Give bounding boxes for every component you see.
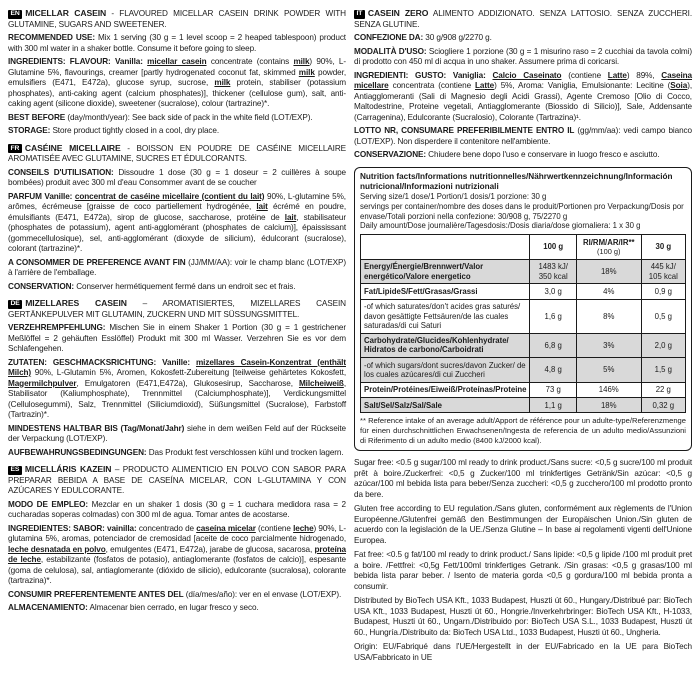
section-it-intro: ALIMENTO ADDIZIONATO. SENZA LATTOSIO. SENZA ZUCCHERI. SENZA GLUTINE. [354,9,692,29]
es-usage: MODO DE EMPLEO: Mezclar en un shaker 1 dosis (30 g = 1 cuchara medidora rasa = 2 cucharadas soperas colmadas) con 300 ml de agua. Tomar antes de acostarse. [8,499,346,519]
es-storage: ALMACENAMIENTO: Almacenar bien cerrado, en lugar fresco y seco. [8,603,259,612]
section-en-title: MICELLAR CASEIN [25,8,107,18]
row-carbohydrate: Carbohydrate/Glucides/Kohlenhydrate/ Hidratos de carbono/Carboidrati 6,8 g 3% 2,0 g [361,333,686,358]
nutrition-footnote: ** Reference intake of an average adult/Apport de référence pour un adulte-type/Referenzmenge für einen durchschnittlichen Erwachsenen/Ingesta de referencia de un adulto medio/Assunzioni di Riferimento di un adulto medio (8400 kJ/2000 kcal). [360,416,686,445]
header-100g: 100 g [530,235,576,260]
header-ri: RI/RM/AR/IR** (100 g) [576,235,641,260]
row-saturates: -of which saturates/don't acides gras saturés/ davon gesättigte Fettsäuren/de las cuales saturadas/di cui Saturi 1,6 g 8% 0,5 g [361,299,686,333]
section-de-title: MIZELLARES CASEIN [25,298,127,308]
section-es [8,464,346,614]
fr-usage: CONSEILS D'UTILISATION: Dissoudre 1 dose (30 g = 1 doseur = 2 cuillères à soupe bombées) produit avec 300 ml d'eau Consommer avant de se coucher [8,167,347,187]
section-en [8,8,346,137]
en-storage: STORAGE: Store product tightly closed in a cool, dry place. [8,126,220,135]
en-recommended-use: RECOMMENDED USE: Mix 1 serving (30 g = 1 level scoop = 2 heaped tablespoon) product with 300 ml water in a shaker bottle. Consume it before going to sleep. [8,33,346,53]
it-pack-size: CONFEZIONE DA: 30 g/908 g/2270 g. [354,33,492,42]
row-fat: Fat/LipideS/Fett/Grasas/Grassi 3,0 g 4% 0,9 g [361,284,686,299]
section-en-intro: - FLAVOURED MICELLAR CASEIN DRINK POWDER WITH GLUTAMINE, SUGARS AND SWEETENER. [8,9,346,29]
en-best-before: BEST BEFORE (day/month/year): See back side of pack in the white field (LOT/EXP). [8,112,313,122]
section-es-title: MICELLÁRIS KAZEIN [24,464,112,474]
nutrition-header-row [361,235,686,260]
de-ingredients: ZUTATEN: GESCHMACKSRICHTUNG: Vanille: mizellares Casein-Konzentrat (enthält Milch) 90%, L-Glutamin 5%, Aromen, Kokosfett-Zubereitung [teilweise gehärtetes Kokosfett, Magermilchpulver, Emulgatoren (E471,E472a), Glukosesirup, Saccharose, Milcheiweiß, Stabilisator (Kaliumphosphate), Trennmittel (Calciumphosphate)], Verdickungsmittel (Cellulosegummi), Salz, Trennmittel (Siliciumdioxid), Süßungsmittel (Sucralose), Farbstoff (Tartrazin)*. [8,357,346,419]
section-fr-title: CASÉINE MICELLAIRE [24,142,121,153]
it-storage: CONSERVAZIONE: Chiudere bene dopo l'uso e conservare in luogo fresco e asciutto. [354,150,660,159]
origin-info: Origin: EU/Fabriqué dans l'UE/Hergestellt in der EU/Fabricado en la UE para BioTech USA/Fabbricato in UE [354,642,692,662]
section-de-header [8,298,346,320]
section-fr-header [8,143,346,165]
header-empty-cell [361,235,530,260]
nutrition-facts-box [354,167,692,452]
lang-badge-en: EN [8,10,22,19]
row-energy: Energy/Énergie/Brennwert/Valor energético/Valore energetico 1483 kJ/ 350 kcal 18% 445 kJ/ 105 kcal [361,259,686,284]
lang-badge-it: IT [354,10,365,19]
lang-badge-fr: FR [8,144,22,153]
section-it-title: CASEIN ZERO [367,8,429,18]
gluten-free-note: Gluten free according to EU regulation./Sans gluten, conformément aux règlements de l'Union Européenne./Glutenfrei gemäß den Bestimmungen der Europäischen Union./Sin gluten de acuerdo con la legislación de la UE./Senza Glutine – In base ai regolamenti vigenti dell'Unione Europea. [354,504,692,545]
lang-badge-de: DE [8,300,22,309]
nutrition-title: Nutrition facts/Informations nutritionnelles/Nährwertkennzeichnung/Información nutricional/Informazioni nutrizionali [360,171,673,191]
row-salt: Salt/Sel/Salz/Sal/Sale 1,1 g 18% 0,32 g [361,398,686,413]
en-ingredients: INGREDIENTS: FLAVOUR: Vanilla: micellar casein concentrate (contains milk) 90%, L-Glutamine 5%, flavourings, creamer [partly hydrogenated coconut fat, skimmed milk powder, emulsifiers (E471, E472a), glucose syrup, sucrose, milk protein, stabiliser (potassium phosphates), anti-caking agent (calcium phosphates)], thickener (cellulose gum), salt, anti-caking agent (silicone dioxide), sweetener (sucralose), colour (tartrazine)*. [8,57,347,108]
section-en-header [8,8,346,30]
right-column [354,8,692,692]
section-it-header [354,8,692,30]
claims-and-distributor [354,458,692,663]
fat-free-note: Fat free: <0.5 g fat/100 ml ready to drink product./ Sans lipide: <0,5 g lipide /100 ml produit pret a boire. /Fettfrei: <0,5g Fett/100ml trinkfertiges Getrank. /Sin grasas: <0,5 g grasas/100 ml bebida lista parar beber. / Isento de materia gorda <0,5 g gordura/100 ml bebida pronta a consumir. [354,550,692,591]
lang-badge-es: ES [8,466,22,475]
distributor-info: Distributed by BioTech USA Kft., 1033 Budapest, Huszti út 60., Hungary./Distribué par: BioTech USA Kft., 1033 Budapest, Huszti út 60., Hongrie./Inverkehrbringer: BioTech USA Kft., H-1033, Budapest, Huszti út 60., Ungarn./Distribuido por: BioTech USA S.L., 1033 Budapest, Huszti út 60., Hungría./Distribuito da: BioTech USA Ltd., 1033 Budapest, Huszti út 60., Ungheria. [354,596,692,637]
es-ingredients: INGREDIENTES: SABOR: vainilla: concentrado de caseína micelar (contiene leche) 90%, L-glutamina 5%, aromas, potenciador de cremosidad [aceite de coco parcialmente hidrogenado, leche desnatada en polvo, emulgentes (E471, E472a), jarabe de glucosa, sacarosa, proteína de leche, estabilizante (fosfatos de potasio), antiaglomerante (fosfatos de calcio)], espesante (goma de celulosa), sal, antiaglomerante (dióxido de silicio), edulcorante (sucralosa), colorante (tartrazina)*. [8,523,347,585]
sugar-free-note: Sugar free: <0.5 g sugar/100 ml ready to drink product./Sans sucre: <0,5 g sucre/100 ml produit prêt à boire./Zuckerfrei: <0,5 g Zucker/100 ml trinkfertiges Getränk/Sin azúcar: <0,5 g azúcar/100 ml bebida lista para beber/Senza zuccheri: <0,5 g zucchero/100 ml prodotto pronto da bere. [354,458,692,499]
row-sugars: -of which sugars/dont sucres/davon Zucker/ de los cuales azúcares/di cui Zuccheri 4,8 g 5% 1,5 g [361,358,686,383]
section-es-header [8,464,346,497]
nutrition-table [360,234,686,413]
nutrition-servings-per-container: servings per container/nombre des doses dans le produit/Portionen pro Verpackung/Dosis por envase/Totali porzioni nella confezione: 30/908 g, 75/2270 g [360,201,684,221]
header-30g: 30 g [641,235,685,260]
fr-best-before: A CONSOMMER DE PREFERENCE AVANT FIN (JJ/MM/AA): voir le champ blanc (LOT/EXP) à l'arrière de l'emballage. [8,257,346,277]
it-best-before: LOTTO NR, CONSUMARE PREFERIBILMENTE ENTRO IL (gg/mm/aa): vedi campo bianco (LOT/EXP). Non disperdere il contenitore nell'ambiente. [354,126,692,146]
de-usage: VERZEHREMPFEHLUNG: Mischen Sie in einem Shaker 1 Portion (30 g = 1 gestrichener Meßlöffel = 2 gehäuften Esslöffel) Produkt mit 300 ml Wasser. Verzehren Sie es vor dem Schlafengehen. [8,323,346,353]
de-storage: AUFBEWAHRUNGSBEDINGUNGEN: Das Produkt fest verschlossen kühl und trocken lagern. [8,447,344,457]
section-de [8,298,346,458]
it-usage: MODALITÀ D'USO: Sciogliere 1 porzione (30 g = 1 misurino raso = 2 cucchiai da tavola colmi) di prodotto con 450 ml di acqua in uno shaker. Assumere prima di coricarsi. [354,46,692,66]
de-best-before: MINDESTENS HALTBAR BIS (Tag/Monat/Jahr) siehe in dem weißen Feld auf der Rückseite der Verpackung (LOT/EXP). [8,423,346,443]
es-best-before: CONSUMIR PREFERENTEMENTE ANTES DEL (día/mes/año): ver en el envase (LOT/EXP). [8,589,342,599]
left-column [8,8,346,692]
nutrition-serving-size: Serving size/1 dose/1 Portion/1 dosis/1 porzione: 30 g [360,192,547,202]
section-de-intro: – AROMATISIERTES, MIZELLARES CASEIN GERTÄNKEPULVER MIT GLUTAMIN, ZUCKERN UND MIT SÜSSUNGSMITTEL. [8,299,346,319]
section-fr [8,143,346,293]
section-fr-intro: - BOISSON EN POUDRE DE CASÉINE MICELLAIRE AROMATISÉE AVEC GLUTAMINE, SUCRES ET ÉDULCORANTS. [8,143,346,163]
fr-ingredients: PARFUM Vanille: concentrat de caséine micellaire (contient du lait) 90%, L-glutamine 5%, arômes, écrémeuse [graisse de coco partiellement hydrogénée, lait écrémé en poudre, émulsifiants (E471, E472a), sirop de glucose, saccharose, protéine de lait, stabilisateur (phosphates de potassium), agent anti-agglomérant (phosphates de calcium)], épaississant (gommecellulosique), sel, anti-agglomérant (dioxyde de silicium), édulcorant (sucralose), colorant (tartrazine)*. [8,191,346,253]
row-protein: Protein/Protéines/Eiweiß/Proteínas/Proteine 73 g 146% 22 g [361,382,686,397]
section-it [354,8,692,161]
it-ingredients: INGREDIENTI: GUSTO: Vaniglia: Calcio Caseinato (contiene Latte) 89%, Caseina micellare concentrata (contiene Latte) 5%, Aroma: Vaniglia, Emulsionante: Lecitine (Soia), Antiagglomeranti (Sali di Magnesio degli Acidi Grassi), Agente Cremoso [Olio di Cocco, Maltodestrine, Proteine vegetali, Antiagglomerante (Biossido di Silicio)], Sale, Addensante (Carragenina), Edulcorante (Sucralosio), Colorante (Tartrazina)¹. [354,70,692,122]
nutrition-daily-amount: Daily amount/Dose journalière/Tagesdosis:/Dosis diaria/dose giornaliera: 1 x 30 g [360,221,641,231]
section-es-intro: – PRODUCTO ALIMENTICIO EN POLVO CON SABOR PARA PREPARAR BEBIDA A BASE DE CASEÍNA MICELAR, CON L-GLUTAMINA Y CON AZÚCARES Y EDULCORANTE. [8,465,346,495]
fr-storage: CONSERVATION: Conserver hermétiquement fermé dans un endroit sec et frais. [8,281,296,291]
